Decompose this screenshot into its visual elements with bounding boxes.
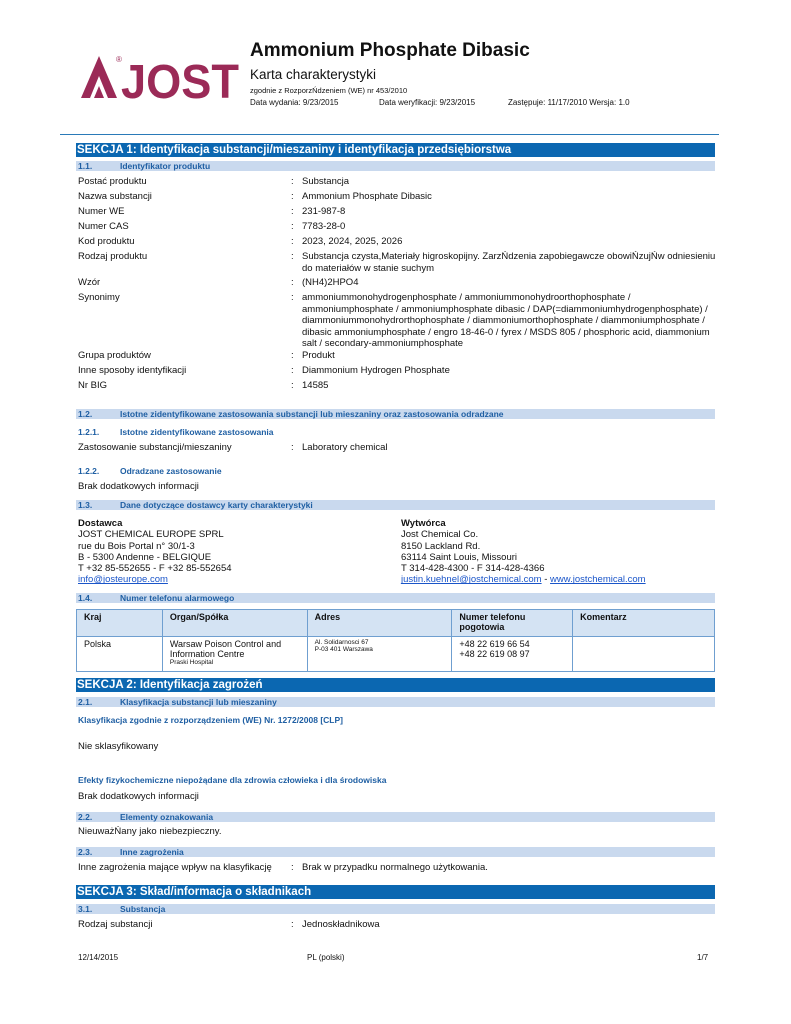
svg-text:®: ® (116, 55, 122, 64)
manufacturer-name: Jost Chemical Co. (401, 529, 479, 541)
not-dangerous-text: NieuważŃany jako niebezpieczny. (78, 826, 222, 837)
subsection-1-4: 1.4. Numer telefonu alarmowego (76, 593, 715, 603)
section-2-title: SEKCJA 2: Identyfikacja zagrożeń (76, 678, 715, 692)
field-substance-name: Nazwa substancji : Ammonium Phosphate Dibasic (78, 191, 432, 202)
field-product-code: Kod produktu : 2023, 2024, 2025, 2026 (78, 236, 403, 247)
subsection-3-1: 3.1. Substancja (76, 904, 715, 914)
cell-phone (452, 637, 573, 672)
supplier-email-link[interactable]: info@josteurope.com (78, 574, 168, 586)
field-use: Zastosowanie substancji/mieszaniny : Laboratory chemical (78, 442, 388, 453)
footer-date: 12/14/2015 (78, 953, 119, 962)
subsection-2-1: 2.1. Klasyfikacja substancji lub mieszaniny (76, 697, 715, 707)
column-header-phone: Numer telefonu pogotowia (452, 610, 573, 637)
cell-country: Polska (77, 637, 163, 672)
column-header-comment: Komentarz (573, 610, 715, 637)
cell-address (307, 637, 452, 672)
effects-heading: Efekty fizykochemiczne niepożądane dla zdrowia człowieka i dla środowiska (78, 775, 387, 785)
table-header-row (77, 610, 715, 637)
header-divider (60, 134, 719, 135)
manufacturer-phone: T 314-428-4300 - F 314-428-4366 (401, 563, 545, 575)
footer-page-number: 1/7 (697, 953, 709, 962)
manufacturer-website-link[interactable]: www.jostchemical.com (550, 574, 646, 586)
address-line-2: P-03 401 Warszawa (314, 646, 373, 653)
footer-language: PL (polski) (307, 953, 345, 962)
clp-heading: Klasyfikacja zgodnie z rozporządzeniem (WE) Nr. 1272/2008 [CLP] (78, 715, 343, 725)
cell-organisation (162, 637, 307, 672)
address-line-1: Al. Solidarnosci 67 (314, 639, 369, 646)
regulation-note: zgodnie z RozporzŃdzeniem (WE) nr 453/2010 (250, 86, 408, 95)
supplier-street: rue du Bois Portal n° 30/1-3 (78, 540, 195, 552)
subsection-1-2-1-num: 1.2.1. (78, 427, 100, 437)
jost-logo (78, 48, 248, 104)
org-subname: Praski Hospital (169, 659, 214, 666)
supersedes-version: Zastępuje: 11/17/2010 Wersja: 1.0 (508, 98, 630, 107)
manufacturer-street: 8150 Lackland Rd. (401, 540, 481, 552)
subsection-1-1: 1.1. Identyfikator produktu (76, 161, 715, 171)
org-name: Warsaw Poison Control and Information Centre (169, 639, 282, 659)
issue-date: Data wydania: 9/23/2015 (250, 98, 339, 107)
subsection-1-2-2-num: 1.2.2. (78, 466, 100, 476)
field-formula: Wzór : (NH4)2HPO4 (78, 277, 359, 288)
field-synonyms: Synonimy : ammoniummonohydrogenphosphate / ammoniummonohydroorthophosphate / ammoniumphosphate / ammoniumphosphate dibasic / DAP(=diammoniumhydrogenphosphate) / diammoniummonohydrorthophosphate / diammoniumorthophosphate / diammoniumphosphate / dibasic ammoniumphosphate / engro 18-46-0 / fyrex / MSDS 805 / phosphoric acid, diammonium salt / secondary-ammoniumphosphate (78, 292, 710, 349)
emergency-contacts-table (76, 609, 715, 672)
subsection-1-2: 1.2. Istotne zidentyfikowane zastosowania substancji lub mieszaniny oraz zastosowania odradzane (76, 409, 715, 419)
not-classified-text: Nie sklasyfikowany (78, 741, 159, 752)
cell-comment (573, 637, 715, 672)
manufacturer-block (401, 518, 646, 586)
column-header-address: Adres (307, 610, 452, 637)
manufacturer-city: 63114 Saint Louis, Missouri (401, 551, 517, 563)
field-substance-type: Rodzaj substancji : Jednoskładnikowa (78, 919, 380, 930)
link-separator: - (541, 574, 551, 586)
supplier-heading: Dostawca (78, 518, 123, 529)
subsection-1-2-1-label: Istotne zidentyfikowane zastosowania (120, 427, 274, 437)
supplier-block (78, 518, 232, 586)
supplier-name: JOST CHEMICAL EUROPE SPRL (78, 529, 224, 541)
subsection-1-3: 1.3. Dane dotyczące dostawcy karty charakterystyki (76, 500, 715, 510)
field-ec-number: Numer WE : 231-987-8 (78, 206, 346, 217)
document-title: Ammonium Phosphate Dibasic (250, 40, 530, 61)
phone-1: +48 22 619 66 54 (459, 639, 530, 649)
manufacturer-heading: Wytwórca (401, 518, 446, 529)
field-product-form: Postać produktu : Substancja (78, 176, 350, 187)
column-header-organisation: Organ/Spółka (162, 610, 307, 637)
subsection-2-2: 2.2. Elementy oznakowania (76, 812, 715, 822)
field-product-type: Rodzaj produktu : Substancja czysta,Materiały higroskopijny. ZarzŃdzenia zapobiegawcze obowiŃzujŃw odniesieniu do materiałów w stanie suchym (78, 251, 716, 274)
manufacturer-email-link[interactable]: justin.kuehnel@jostchemical.com (401, 574, 542, 586)
section-3-title: SEKCJA 3: Skład/informacja o składnikach (76, 885, 715, 899)
supplier-phone: T +32 85-552655 - F +32 85-552654 (78, 563, 232, 575)
field-product-group: Grupa produktów : Produkt (78, 350, 335, 361)
section-1-title: SEKCJA 1: Identyfikacja substancji/mieszaniny i identyfikacja przedsiębiorstwa (76, 143, 715, 157)
subsection-2-3: 2.3. Inne zagrożenia (76, 847, 715, 857)
field-other-hazards: Inne zagrożenia mające wpływ na klasyfikację : Brak w przypadku normalnego użytkowania. (78, 862, 488, 873)
logo-wordmark: JOST (121, 56, 239, 104)
field-cas-number: Numer CAS : 7783-28-0 (78, 221, 346, 232)
document-subtitle: Karta charakterystyki (250, 67, 377, 82)
field-big-number: Nr BIG : 14585 (78, 380, 329, 391)
supplier-city: B - 5300 Andenne - BELGIQUE (78, 551, 212, 563)
no-info-text-2: Brak dodatkowych informacji (78, 791, 199, 802)
column-header-country: Kraj (77, 610, 163, 637)
subsection-1-2-2-label: Odradzane zastosowanie (120, 466, 222, 476)
field-other-identification: Inne sposoby identyfikacji : Diammonium Hydrogen Phosphate (78, 365, 450, 376)
table-row (77, 637, 715, 672)
revision-date: Data weryfikacji: 9/23/2015 (379, 98, 476, 107)
no-info-text: Brak dodatkowych informacji (78, 481, 199, 492)
phone-2: +48 22 619 08 97 (459, 649, 530, 659)
